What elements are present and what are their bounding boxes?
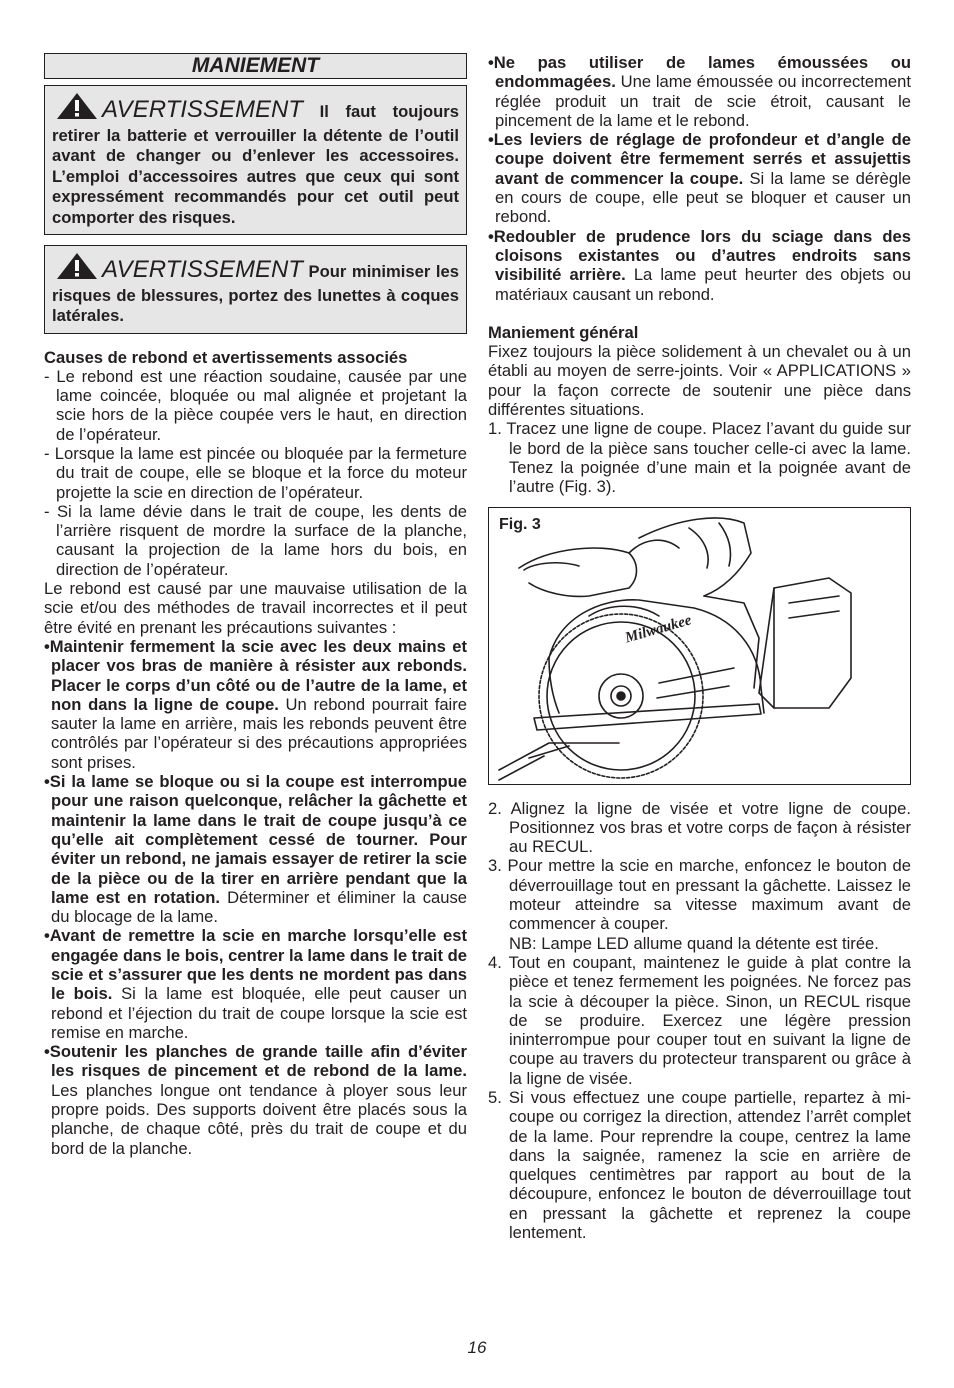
safety-bullet: [44, 1042, 467, 1158]
warning-triangle-icon: [56, 252, 98, 286]
kickback-item: - Le rebond est une réaction soudaine, causée par une lame coincée, bloquée ou mal alignée et projetant la scie hors de la pièce coupée vers le haut, en direction de l’opérateur.: [44, 366, 467, 444]
figure-3: [488, 507, 911, 785]
step-item: 2. Alignez la ligne de visée et votre ligne de coupe. Positionnez vos bras et votre corps de façon à résister au RECUL.: [488, 798, 911, 857]
general-paragraph: Fixez toujours la pièce solidement à un chevalet ou à un établi au moyen de serre-joints. Voir « APPLICATIONS » pour la façon correcte de soutenir une pièce dans différentes situations.: [488, 342, 911, 420]
bullet-bold: •Redoubler de prudence lors du sciage dans des cloisons existantes ou d’autres endroits sans visibilité arrière.: [488, 226, 911, 285]
step-note: NB: Lampe LED allume quand la détente est tirée.: [509, 933, 879, 953]
warning-box-battery: [44, 85, 467, 235]
warning-heading: AVERTISSEMENT: [102, 256, 303, 283]
step-item: 4. Tout en coupant, maintenez le guide à plat contre la pièce et tenez fermement les poignées. Ne forcez pas la scie à découper la pièce. Sinon, un RECUL risque de se produire. Exercez une légère pression ininterrompue pour couper tout en suivant la ligne de coupe au travers du protecteur transparent ou grâce à la ligne de visée.: [488, 952, 911, 1088]
bullet-bold: •Ne pas utiliser de lames émoussées ou endommagées.: [488, 53, 911, 92]
safety-bullet: [44, 772, 467, 926]
bullet-text: Une lame émoussée ou incorrectement réglée produit un trait de scie étroit, causant le pincement de la lame et le rebond.: [495, 72, 911, 130]
bullet-bold: •Soutenir les planches de grande taille afin d’éviter les risques de pincement et de rebond de la lame.: [44, 1042, 467, 1081]
safety-bullet: [488, 130, 911, 226]
bullet-text: Déterminer et éliminer la cause du blocage de la lame.: [51, 887, 467, 927]
right-column: [488, 53, 911, 1242]
warning-box-glasses: [44, 245, 467, 334]
step-item: 3. Pour mettre la scie en marche, enfoncez le bouton de déverrouillage tout en pressant la gâchette. Laissez le moteur atteindre sa vitesse maximum avant de commencer à couper.: [488, 856, 911, 934]
bullet-text: Un rebond pourrait faire sauter la lame en arrière, mais les rebonds peuvent être contrôlés par l’opérateur si des précautions appropriées sont prises.: [51, 694, 467, 772]
section-title: MANIEMENT: [44, 53, 467, 79]
warning-heading: AVERTISSEMENT: [102, 96, 303, 123]
warning-triangle-icon: [56, 92, 98, 126]
bullet-bold: •Maintenir fermement la scie avec les deux mains et placer vos bras de manière à résister aux rebonds. Placer le corps d’un côté ou de l’autre de la lame, et non dans la ligne de coupe.: [44, 636, 467, 714]
saw-brand-label: Milwaukee: [623, 611, 694, 647]
warning-text: Il faut toujours retirer la batterie et verrouiller la détente de l’outil avant de changer ou d’enlever les accessoires. L’emploi d’accessoires autres que ceux qui sont expressément recommandés pour cet outil peut comporter des risques.: [52, 102, 459, 227]
left-column: [44, 53, 467, 1158]
safety-bullet: [44, 926, 467, 1042]
bullet-text: Les planches longue ont tendance à ployer sous leur propre poids. Des supports doivent être placés sous la planche, de chaque côté, près du trait de coupe et du bord de la planche.: [51, 1080, 467, 1158]
bullet-bold: •Si la lame se bloque ou si la coupe est interrompue pour une raison quelconque, relâcher la gâchette et maintenir la lame dans le trait de coupe jusqu’à ce qu’elle ait complètement cessé de tourner. Pour éviter un rebond, ne jamais essayer de retirer la scie de la pièce ou de la tirer en arrière pendant que la lame est en rotation.: [44, 772, 467, 907]
kickback-heading: Causes de rebond et avertissements associés: [44, 347, 408, 367]
safety-bullet: [488, 227, 911, 304]
bullet-text: Si la lame est bloquée, elle peut causer un rebond et l’éjection du trait de coupe lorsque la scie est remise en marche.: [51, 984, 468, 1042]
general-heading: Maniement général: [488, 322, 639, 342]
bullet-bold: •Les leviers de réglage de profondeur et d’angle de coupe doivent être fermement serrés et assujettis avant de commencer la coupe.: [488, 130, 911, 188]
bullet-text: Si la lame se dérègle en cours de coupe, elle peut se bloquer et causer un rebond.: [495, 168, 911, 227]
bullet-bold: •Avant de remettre la scie en marche lorsqu’elle est engagée dans le bois, centrer la lame dans le trait de scie et s’assurer que les dents ne mordent pas dans le bois.: [44, 926, 467, 1004]
step-item: 5. Si vous effectuez une coupe partielle, repartez à mi-coupe ou corrigez la direction, attendez l’arrêt complet de la lame. Pour reprendre la coupe, centrez la lame dans la saignée, ramenez la scie en arrière de quelques centimètres par rapport au bout de la découpure, enfoncez le bouton de déverrouillage tout en pressant la gâchette et reprenez la coupe lentement.: [488, 1087, 911, 1243]
page-number: 16: [467, 1338, 487, 1357]
kickback-item: - Si la lame dévie dans le trait de coupe, les dents de l’arrière risquent de mordre la surface de la planche, causant la projection de la lame hors du bois, en direction de l’opérateur.: [44, 501, 467, 579]
figure-label: Fig. 3: [499, 515, 541, 533]
circular-saw-illustration: [489, 508, 910, 784]
kickback-item: - Lorsque la lame est pincée ou bloquée par la fermeture du trait de coupe, elle se bloque et la force du moteur projette la scie en direction de l’opérateur.: [44, 443, 467, 502]
bullet-text: La lame peut heurter des objets ou matériaux causant un rebond.: [495, 265, 911, 304]
step-item: 1. Tracez une ligne de coupe. Placez l’avant du guide sur le bord de la pièce sans toucher celle-ci avec la lame. Tenez la poignée d’une main et la poignée avant de l’autre (Fig. 3).: [488, 419, 911, 497]
safety-bullet: [44, 637, 467, 772]
kickback-paragraph: Le rebond est causé par une mauvaise utilisation de la scie et/ou des méthodes de travail incorrectes et il peut être évité en prenant les précautions suivantes :: [44, 579, 467, 637]
safety-bullet: [488, 53, 911, 130]
warning-text: Pour minimiser les risques de blessures, portez des lunettes à coques latérales.: [52, 262, 459, 325]
